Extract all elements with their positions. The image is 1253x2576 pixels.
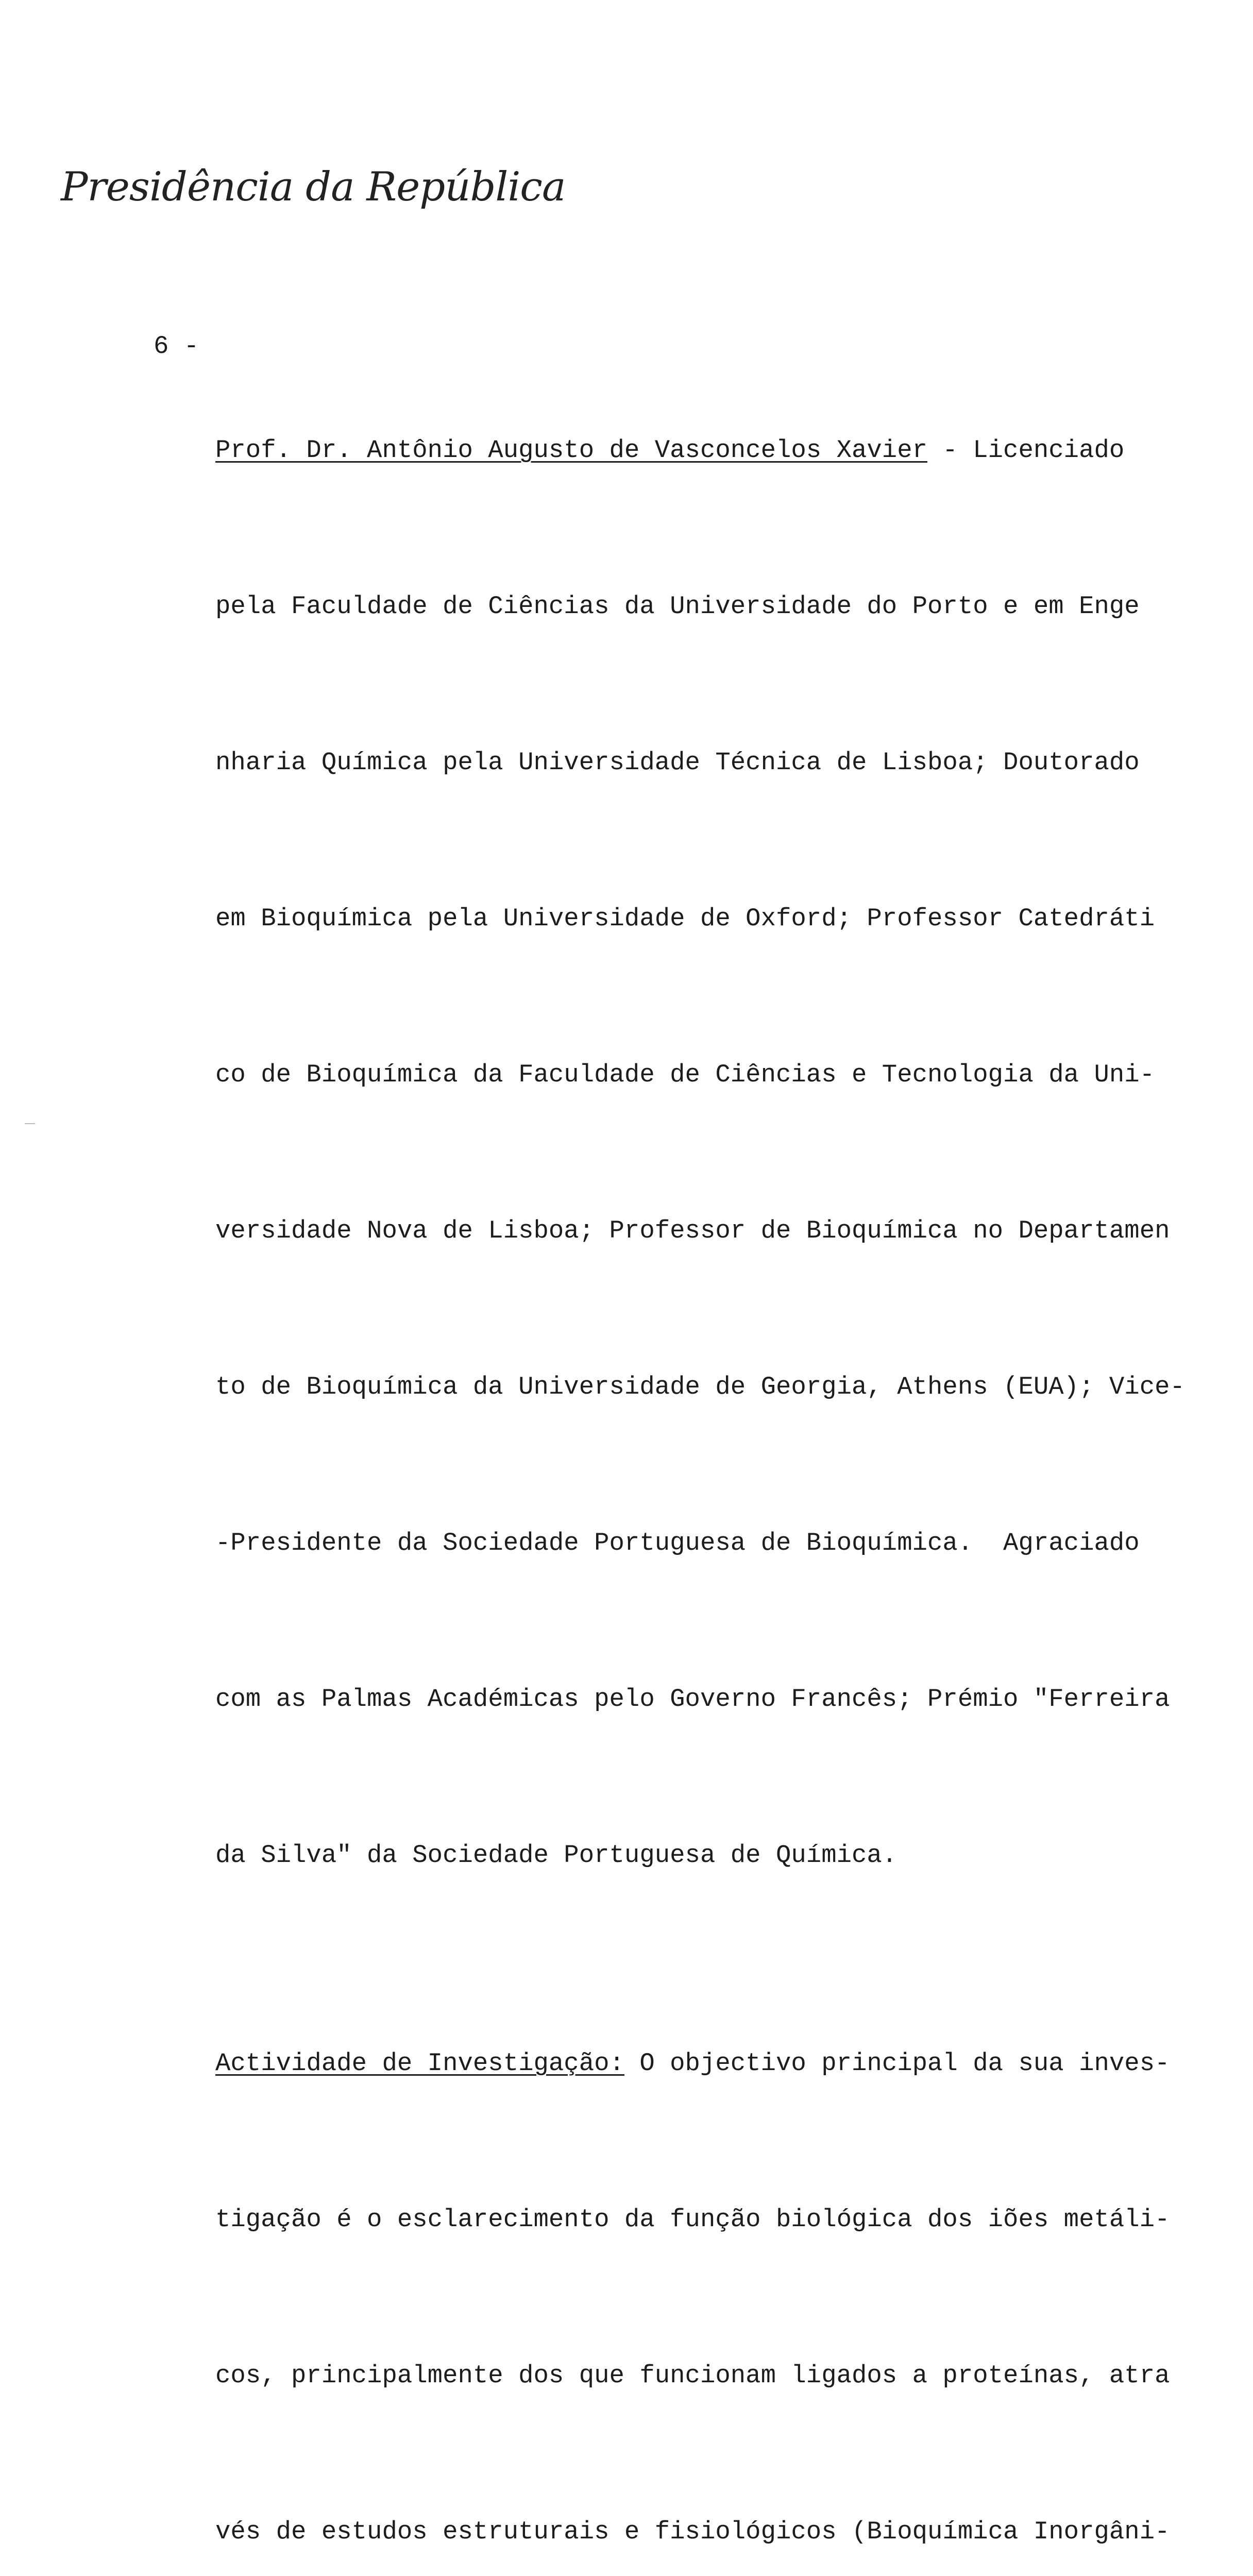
item-number: 6 - — [154, 332, 199, 361]
margin-mark — [25, 1123, 35, 1124]
person-name: Prof. Dr. Antônio Augusto de Vasconcelos Xavier — [215, 436, 928, 465]
research-line: tigação é o esclarecimento da função biológica dos iões metáli- — [215, 2205, 1170, 2234]
research-heading-line — [215, 2038, 1194, 2090]
research-line: vés de estudos estruturais e fisiológicos (Bioquímica Inorgâni- — [215, 2517, 1170, 2546]
biography-block — [215, 320, 1194, 2576]
name-suffix: - Licenciado — [927, 436, 1125, 465]
bio-line: da Silva" da Sociedade Portuguesa de Química. — [215, 1841, 898, 1870]
bio-line: nharia Química pela Universidade Técnica de Lisboa; Doutorado — [215, 748, 1140, 777]
bio-line: pela Faculdade de Ciências da Universidade do Porto e em Enge — [215, 592, 1140, 621]
bio-line: to de Bioquímica da Universidade de Georgia, Athens (EUA); Vice- — [215, 1372, 1185, 1401]
bio-line: co de Bioquímica da Faculdade de Ciências e Tecnologia da Uni- — [215, 1060, 1155, 1089]
bio-line: com as Palmas Académicas pelo Governo Francês; Prémio "Ferreira — [215, 1685, 1170, 1714]
name-line — [215, 425, 1194, 477]
research-first-text: O objectivo principal da sua inves- — [624, 2049, 1170, 2078]
research-label: Actividade de Investigação: — [215, 2049, 624, 2078]
letterhead-script-title: Presidência da República — [61, 164, 566, 210]
bio-line: -Presidente da Sociedade Portuguesa de Bioquímica. Agraciado — [215, 1529, 1140, 1557]
bio-line: em Bioquímica pela Universidade de Oxford; Professor Catedráti — [215, 904, 1155, 933]
research-line: cos, principalmente dos que funcionam ligados a proteínas, atra — [215, 2361, 1170, 2390]
bio-line: versidade Nova de Lisboa; Professor de Bioquímica no Departamen — [215, 1216, 1170, 1245]
